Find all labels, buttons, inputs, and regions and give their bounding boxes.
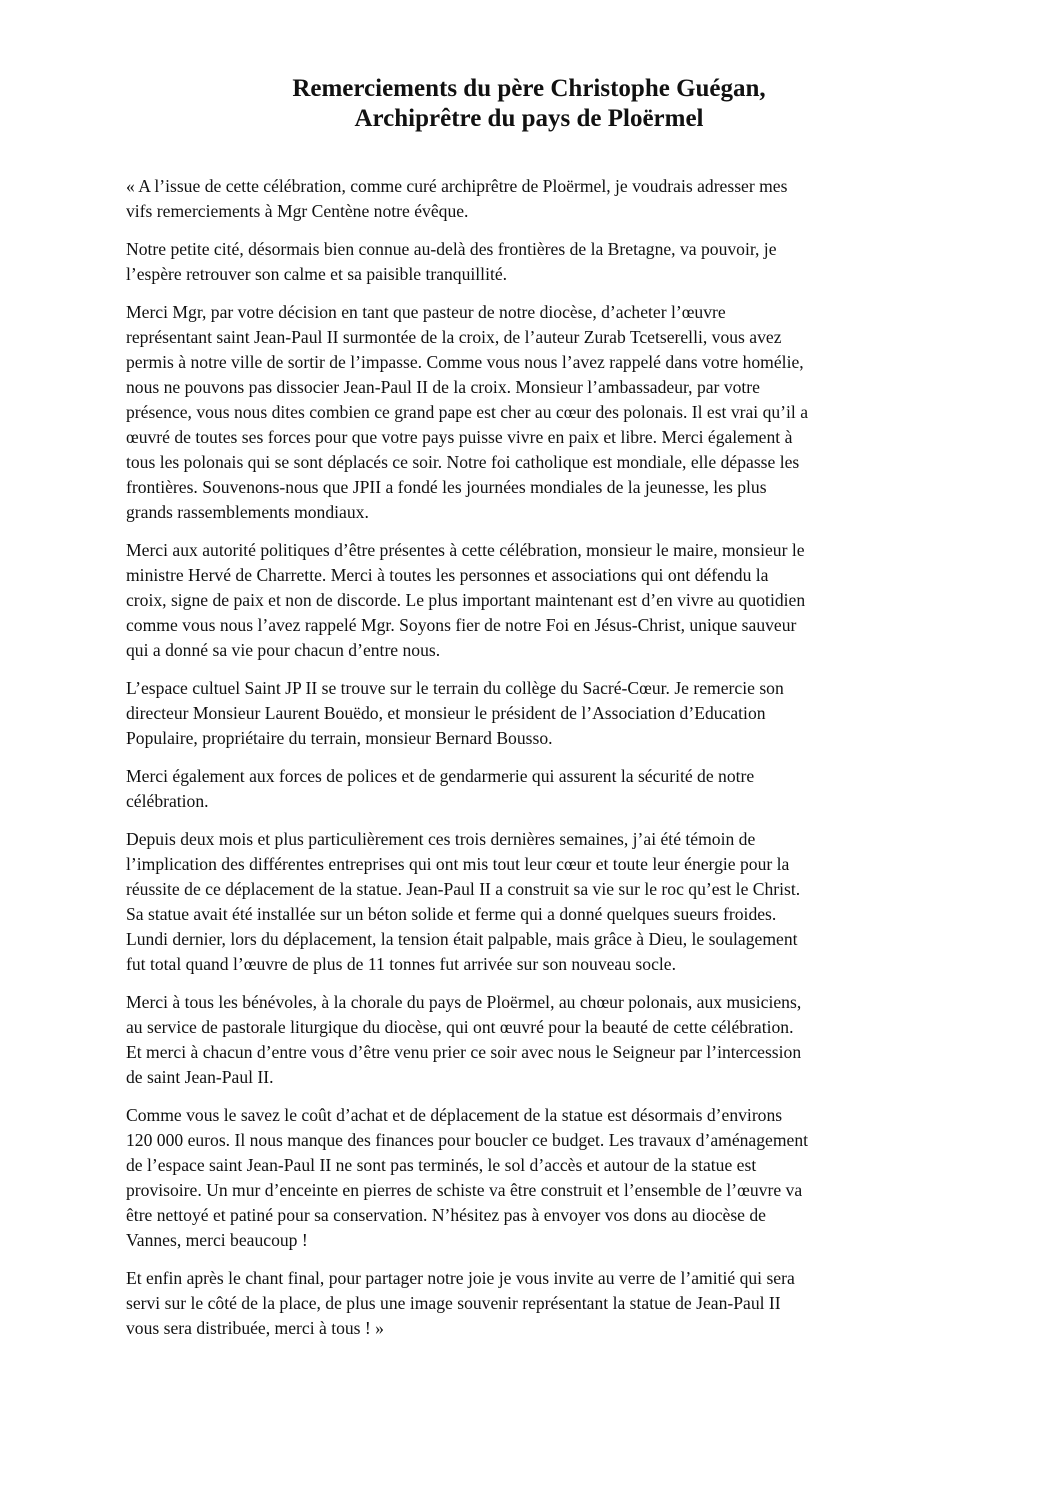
paragraph-line: servi sur le côté de la place, de plus une image souvenir représentant la statue de Jean-Paul II <box>126 1293 781 1313</box>
paragraph-line: grands rassemblements mondiaux. <box>126 502 369 522</box>
paragraph-9 <box>126 1103 944 1253</box>
paragraph-line: croix, signe de paix et non de discorde. Le plus important maintenant est d’en vivre au quotidien <box>126 590 806 610</box>
paragraph-line: Lundi dernier, lors du déplacement, la tension était palpable, mais grâce à Dieu, le soulagement <box>126 929 798 949</box>
paragraph-line: Comme vous le savez le coût d’achat et de déplacement de la statue est désormais d’environs <box>126 1105 783 1125</box>
paragraph-line: Merci aux autorité politiques d’être présentes à cette célébration, monsieur le maire, monsieur le <box>126 540 805 560</box>
paragraph-line: présence, vous nous dites combien ce grand pape est cher au cœur des polonais. Il est vrai qu’il a <box>126 402 809 422</box>
paragraph-line: célébration. <box>126 791 209 811</box>
paragraph-line: représentant saint Jean-Paul II surmontée de la croix, de l’auteur Zurab Tcetserelli, vous avez <box>126 327 782 347</box>
paragraph-line: Merci à tous les bénévoles, à la chorale du pays de Ploërmel, au chœur polonais, aux musiciens, <box>126 992 802 1012</box>
paragraph-3 <box>126 300 944 525</box>
paragraph-1 <box>126 174 944 224</box>
paragraph-line: au service de pastorale liturgique du diocèse, qui ont œuvré pour la beauté de cette célébration. <box>126 1017 794 1037</box>
paragraph-line: 120 000 euros. Il nous manque des finances pour boucler ce budget. Les travaux d’aménagement <box>126 1130 809 1150</box>
paragraph-line: Et merci à chacun d’entre vous d’être venu prier ce soir avec nous le Seigneur par l’intercession <box>126 1042 802 1062</box>
paragraph-6 <box>126 764 944 814</box>
paragraph-7 <box>126 827 944 977</box>
paragraph-line: l’espère retrouver son calme et sa paisible tranquillité. <box>126 264 508 284</box>
document-title <box>120 74 938 134</box>
paragraph-line: Vannes, merci beaucoup ! <box>126 1230 308 1250</box>
paragraph-line: provisoire. Un mur d’enceinte en pierres de schiste va être construit et l’ensemble de l’œuvre va <box>126 1180 803 1200</box>
paragraph-line: directeur Monsieur Laurent Bouëdo, et monsieur le président de l’Association d’Education <box>126 703 766 723</box>
paragraph-4 <box>126 538 944 663</box>
paragraph-line: vifs remerciements à Mgr Centène notre évêque. <box>126 201 469 221</box>
paragraph-line: de saint Jean-Paul II. <box>126 1067 274 1087</box>
title-line-2: Archiprêtre du pays de Ploërmel <box>354 105 704 132</box>
paragraph-line: nous ne pouvons pas dissocier Jean-Paul II de la croix. Monsieur l’ambassadeur, par votre <box>126 377 760 397</box>
paragraph-line: Notre petite cité, désormais bien connue au-delà des frontières de la Bretagne, va pouvoir, je <box>126 239 777 259</box>
paragraph-2 <box>126 237 944 287</box>
paragraph-line: comme vous nous l’avez rappelé Mgr. Soyons fier de notre Foi en Jésus-Christ, unique sauveur <box>126 615 797 635</box>
paragraph-line: fut total quand l’œuvre de plus de 11 tonnes fut arrivée sur son nouveau socle. <box>126 954 676 974</box>
paragraph-line: frontières. Souvenons-nous que JPII a fondé les journées mondiales de la jeunesse, les plus <box>126 477 767 497</box>
paragraph-line: ministre Hervé de Charrette. Merci à toutes les personnes et associations qui ont défendu la <box>126 565 769 585</box>
paragraph-line: Et enfin après le chant final, pour partager notre joie je vous invite au verre de l’amitié qui sera <box>126 1268 795 1288</box>
paragraph-line: permis à notre ville de sortir de l’impasse. Comme vous nous l’avez rappelé dans votre homélie, <box>126 352 804 372</box>
paragraph-5 <box>126 676 944 751</box>
paragraph-line: Sa statue avait été installée sur un béton solide et ferme qui a donné quelques sueurs froides. <box>126 904 777 924</box>
paragraph-8 <box>126 990 944 1090</box>
paragraph-line: vous sera distribuée, merci à tous ! » <box>126 1318 384 1338</box>
paragraph-10 <box>126 1266 944 1341</box>
paragraph-line: Depuis deux mois et plus particulièrement ces trois dernières semaines, j’ai été témoin de <box>126 829 756 849</box>
paragraph-line: œuvré de toutes ses forces pour que votre pays puisse vivre en paix et libre. Merci également à <box>126 427 793 447</box>
title-line-1: Remerciements du père Christophe Guégan, <box>292 75 766 102</box>
paragraph-line: Merci également aux forces de polices et de gendarmerie qui assurent la sécurité de notre <box>126 766 755 786</box>
paragraph-line: « A l’issue de cette célébration, comme curé archiprêtre de Ploërmel, je voudrais adresser mes <box>126 176 788 196</box>
paragraph-line: Merci Mgr, par votre décision en tant que pasteur de notre diocèse, d’acheter l’œuvre <box>126 302 726 322</box>
paragraph-line: être nettoyé et patiné pour sa conservation. N’hésitez pas à envoyer vos dons au diocèse de <box>126 1205 766 1225</box>
paragraph-line: de l’espace saint Jean-Paul II ne sont pas terminés, le sol d’accès et autour de la statue est <box>126 1155 757 1175</box>
paragraph-line: l’implication des différentes entreprises qui ont mis tout leur cœur et toute leur énergie pour la <box>126 854 790 874</box>
paragraph-line: Populaire, propriétaire du terrain, monsieur Bernard Bousso. <box>126 728 553 748</box>
paragraph-line: qui a donné sa vie pour chacun d’entre nous. <box>126 640 441 660</box>
paragraph-line: réussite de ce déplacement de la statue. Jean-Paul II a construit sa vie sur le roc qu’est le Christ. <box>126 879 801 899</box>
paragraph-line: L’espace cultuel Saint JP II se trouve sur le terrain du collège du Sacré-Cœur. Je remercie son <box>126 678 784 698</box>
paragraph-line: tous les polonais qui se sont déplacés ce soir. Notre foi catholique est mondiale, elle dépasse les <box>126 452 800 472</box>
document-body <box>126 174 944 1354</box>
